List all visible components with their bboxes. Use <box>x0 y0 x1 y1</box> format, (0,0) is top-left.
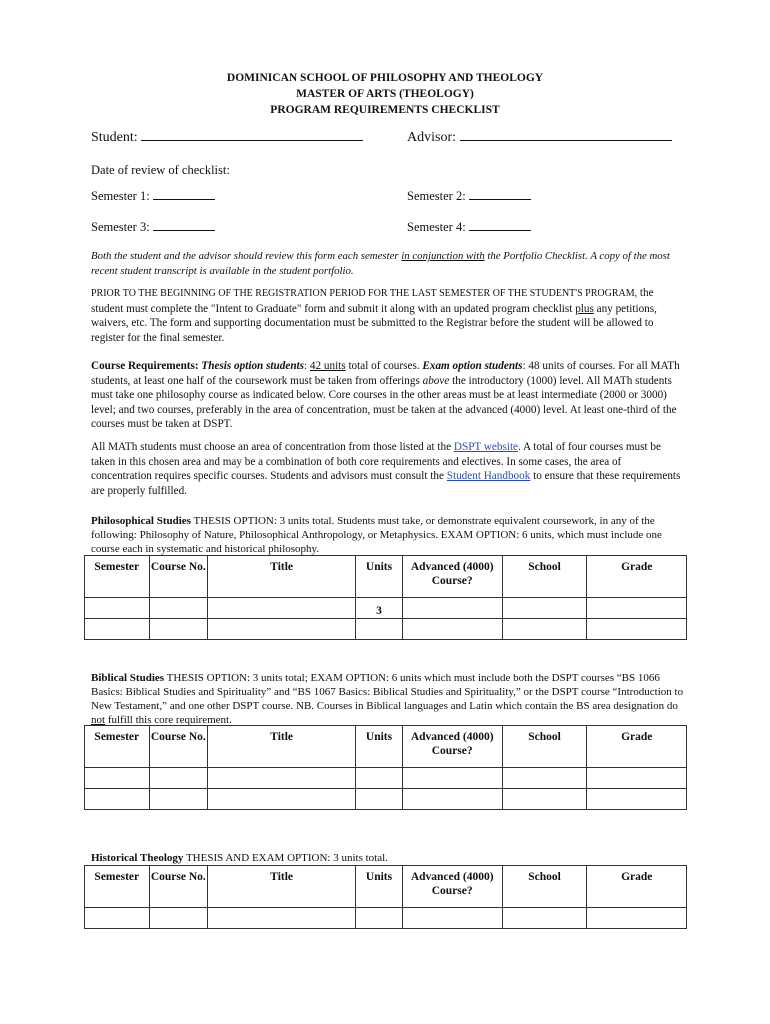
concentration-a: All MATh students must choose an area of concentration from those listed at the <box>91 441 454 453</box>
table-row <box>85 598 687 619</box>
semester-header: Semester <box>85 726 150 768</box>
semester-3-blank[interactable] <box>153 218 215 231</box>
school-header: School <box>502 556 587 598</box>
title-cell[interactable] <box>208 789 356 810</box>
units-cell[interactable] <box>356 789 403 810</box>
grade-cell[interactable] <box>587 908 687 929</box>
semester-cell[interactable] <box>85 619 150 640</box>
philosophical-studies-text: THESIS OPTION: 3 units total. Students must take, or demonstrate equivalent coursework, in any of the following: Philosophy of Nature, Philosophical Anthropology, or Metaphysics. EXAM OPTION: 6 units, which must include one course each in systematic and historical philosophy. <box>91 515 662 555</box>
concentration-note <box>91 440 683 498</box>
school-cell[interactable] <box>502 789 587 810</box>
dspt-website-link[interactable]: DSPT website <box>453 441 519 453</box>
degree-name: MASTER OF ARTS (THEOLOGY) <box>296 88 474 100</box>
biblical-studies-text-b: fulfill this core requirement. <box>105 714 232 726</box>
title-cell[interactable] <box>208 768 356 789</box>
registration-b: any petitions, waivers, etc. The form and supporting documentation must be submitted to the Registrar before the student will be allowed to register for the final semester. <box>91 302 657 344</box>
units-cell[interactable] <box>356 768 403 789</box>
course-no-header: Course No. <box>149 866 207 908</box>
semester-cell[interactable] <box>85 768 150 789</box>
table-row <box>85 789 687 810</box>
portfolio-note-underlined: in conjunction with <box>401 250 485 262</box>
portfolio-note-a: Both the student and the advisor should review this form each semester <box>91 250 402 262</box>
grade-header: Grade <box>587 556 687 598</box>
biblical-studies-text-a: THESIS OPTION: 3 units total; EXAM OPTION: 6 units which must include both the DSPT courses “BS 1066 Basics: Biblical Studies and Spirituality” and “BS 1067 Basics: Biblical Studies and Spirituality,” or the DSPT course “Introduction to New Testament,” and one other DSPT course. NB. Courses in Biblical languages and Latin which contain the BS area designation do <box>91 672 684 712</box>
advanced-cell[interactable] <box>402 768 502 789</box>
historical-theology-text: THESIS AND EXAM OPTION: 3 units total. <box>183 852 388 864</box>
philosophical-studies-heading <box>91 514 686 556</box>
biblical-studies-title: Biblical Studies <box>91 672 165 684</box>
semester-cell[interactable] <box>85 598 150 619</box>
course-requirements: Course Requirements: Thesis option students: 42 units total of courses. Exam option students: 48 units of courses. For all MATh students, at least one half of the coursework must be taken from offerings above the introductory (1000) level. All MATh students must take one philosophy course as indicated below. Core courses in the other areas must be at least intermediate (2000 or 3000) level; and two courses, preferably in the area of concentration, must be taken at the advanced (4000) level. At least one-third of the courses must be taken at DSPT. <box>91 360 680 431</box>
semester-2-label: Semester 2: <box>407 189 466 203</box>
course-no-cell[interactable] <box>149 768 207 789</box>
school-cell[interactable] <box>502 619 587 640</box>
course-no-cell[interactable] <box>149 908 207 929</box>
semester-2-blank[interactable] <box>469 187 531 200</box>
above-word: above <box>422 374 450 387</box>
biblical-studies-heading <box>91 671 686 727</box>
semester-header: Semester <box>85 866 150 908</box>
registration-underlined: plus <box>575 302 594 315</box>
historical-theology-table <box>84 865 687 929</box>
title-cell[interactable] <box>208 619 356 640</box>
portfolio-note-b: the Portfolio Checklist. A copy of the most recent student transcript is available in the student portfolio. <box>91 250 670 277</box>
school-header: School <box>502 866 587 908</box>
advisor-field[interactable] <box>407 128 672 146</box>
grade-cell[interactable] <box>587 789 687 810</box>
date-review-label: Date of review of checklist: <box>91 163 230 177</box>
registration-caps: PRIOR TO THE BEGINNING OF THE REGISTRATION PERIOD FOR THE LAST SEMESTER OF THE STUDENT'S PROGRAM, <box>91 288 638 299</box>
biblical-studies-table <box>84 725 687 810</box>
thesis-rest: total of courses. <box>345 360 423 372</box>
grade-header: Grade <box>587 726 687 768</box>
title-cell[interactable] <box>208 598 356 619</box>
semester-4-label: Semester 4: <box>407 220 466 234</box>
concentration-b: . A total of four courses must be taken in this chosen area and may be a combination of both core requirements and electives. In some cases, the area of concentration requires specific courses. Students and advisors must consult the <box>91 441 661 483</box>
units-cell[interactable] <box>356 908 403 929</box>
philosophical-studies-title: Philosophical Studies <box>91 515 191 527</box>
course-no-cell[interactable] <box>149 619 207 640</box>
checklist-title: PROGRAM REQUIREMENTS CHECKLIST <box>270 104 500 116</box>
table-row <box>85 908 687 929</box>
advisor-label: Advisor: <box>407 130 456 145</box>
registration-a: the student must complete the "Intent to Graduate" form and submit it along with an updated program checklist <box>91 287 654 315</box>
semester-1-field[interactable] <box>91 187 215 204</box>
historical-theology-heading <box>91 851 686 865</box>
units-cell[interactable] <box>356 619 403 640</box>
biblical-studies-text-underlined: not <box>91 714 106 726</box>
advanced-header: Advanced (4000) Course? <box>402 556 502 598</box>
grade-cell[interactable] <box>587 619 687 640</box>
concentration-c: to ensure that these requirements are properly fulfilled. <box>91 470 681 497</box>
school-header: School <box>502 726 587 768</box>
course-req-label: Course Requirements: <box>91 360 199 372</box>
units-header: Units <box>356 556 403 598</box>
student-field[interactable] <box>91 128 363 146</box>
advanced-cell[interactable] <box>402 598 502 619</box>
semester-4-field[interactable] <box>407 218 531 235</box>
philosophical-studies-table <box>84 555 687 640</box>
portfolio-note <box>91 249 683 278</box>
course-req-rest: the introductory (1000) level. All MATh students must take one philosophy course as indicated below. Core courses in the other areas must be at least intermediate (2000 or 3000) level; and two courses, preferably in the area of concentration, must be taken at the advanced (4000) level. At least one-third of the courses must be taken at DSPT. <box>91 374 677 431</box>
units-header: Units <box>356 726 403 768</box>
student-blank[interactable] <box>141 128 363 141</box>
advanced-cell[interactable] <box>402 619 502 640</box>
thesis-units: 42 units <box>309 360 346 372</box>
registration-note <box>91 286 683 345</box>
historical-theology-title: Historical Theology <box>91 852 184 864</box>
grade-cell[interactable] <box>587 598 687 619</box>
units-cell[interactable]: 3 <box>356 598 403 619</box>
exam-rest: : 48 units of courses. For all MATh students, at least one half of the coursework must be taken from offerings <box>91 360 680 387</box>
table-header-row <box>85 866 687 908</box>
semester-2-field[interactable] <box>407 187 531 204</box>
semester-cell[interactable] <box>85 908 150 929</box>
grade-header: Grade <box>587 866 687 908</box>
document-header <box>0 70 770 118</box>
course-no-header: Course No. <box>149 556 207 598</box>
school-name: DOMINICAN SCHOOL OF PHILOSOPHY AND THEOLOGY <box>226 72 544 84</box>
school-cell[interactable] <box>502 598 587 619</box>
semester-4-blank[interactable] <box>469 218 531 231</box>
title-header: Title <box>208 726 356 768</box>
semester-3-label: Semester 3: <box>91 220 150 234</box>
advanced-header: Advanced (4000) Course? <box>402 726 502 768</box>
table-header-row <box>85 556 687 598</box>
thesis-option-label: Thesis option students <box>201 360 304 372</box>
table-row <box>85 768 687 789</box>
title-header: Title <box>208 866 356 908</box>
semester-cell[interactable] <box>85 789 150 810</box>
title-header: Title <box>208 556 356 598</box>
advanced-header: Advanced (4000) Course? <box>402 866 502 908</box>
student-label: Student: <box>91 130 138 145</box>
title-cell[interactable] <box>208 908 356 929</box>
grade-cell[interactable] <box>587 768 687 789</box>
table-row <box>85 619 687 640</box>
units-header: Units <box>356 866 403 908</box>
course-no-cell[interactable] <box>149 789 207 810</box>
school-cell[interactable] <box>502 768 587 789</box>
exam-option-label: Exam option students <box>422 360 523 372</box>
advanced-cell[interactable] <box>402 908 502 929</box>
semester-header: Semester <box>85 556 150 598</box>
course-no-header: Course No. <box>149 726 207 768</box>
student-handbook-link[interactable]: Student Handbook <box>446 470 531 483</box>
course-no-cell[interactable] <box>149 598 207 619</box>
semester-3-field[interactable] <box>91 218 215 235</box>
table-header-row <box>85 726 687 768</box>
school-cell[interactable] <box>502 908 587 929</box>
advisor-blank[interactable] <box>460 128 672 141</box>
semester-1-label: Semester 1: <box>91 189 150 203</box>
advanced-cell[interactable] <box>402 789 502 810</box>
semester-1-blank[interactable] <box>153 187 215 200</box>
